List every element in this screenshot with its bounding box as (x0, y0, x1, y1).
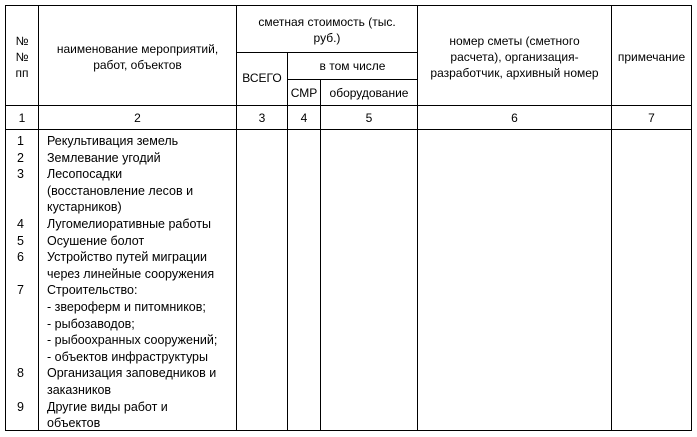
header-equipment: оборудование (329, 86, 409, 100)
colnum-3: 3 (258, 111, 266, 125)
header-note: примечание (617, 50, 686, 64)
header-estimate-line3: разработчик, архивный номер (430, 66, 599, 80)
header-including: в том числе (319, 59, 386, 73)
row-text-line: заказников (47, 383, 112, 397)
row-text-line: (восстановление лесов и (47, 183, 194, 198)
row-number: 2 (17, 150, 24, 165)
header-cost-line2: руб.) (313, 31, 341, 45)
header-total: ВСЕГО (242, 71, 282, 85)
row-number: 1 (17, 134, 24, 148)
header-estimate-line1: номер сметы (сметного (449, 34, 580, 48)
header-name-line2: работ, объектов (93, 58, 182, 72)
row-number: 4 (17, 217, 24, 231)
row-text-line: - объектов инфраструктуры (47, 349, 208, 364)
row-number: 3 (17, 167, 24, 182)
row-number: 7 (17, 283, 24, 298)
row-text-line: Устройство путей миграции (47, 250, 208, 265)
row-text-line: Другие виды работ и (47, 399, 168, 414)
colnum-1: 1 (18, 111, 26, 125)
header-smr: СМР (290, 86, 318, 100)
row-number: 5 (17, 233, 24, 248)
row-text-line: кустарников) (47, 200, 122, 215)
header-estimate-line2: расчета), организация- (450, 50, 579, 64)
row-number: 8 (17, 366, 24, 381)
row-text-line: Строительство: (47, 283, 138, 298)
row-text-line: Рекультивация земель (47, 134, 179, 148)
colnum-2: 2 (134, 111, 141, 125)
row-text-line: Организация заповедников и (47, 366, 217, 381)
row-number: 9 (17, 399, 24, 414)
colnum-7: 7 (648, 111, 655, 125)
row-text-line: - рыбозаводов; (47, 316, 135, 331)
row-text-line: Землевание угодий (47, 150, 161, 165)
header-number-line2: № (15, 50, 29, 64)
row-text-line: Лесопосадки (47, 167, 123, 182)
header-cost-line1: сметная стоимость (тыс. (258, 15, 396, 29)
header-name-line1: наименование мероприятий, (56, 42, 219, 56)
colnum-4: 4 (300, 111, 308, 125)
colnum-5: 5 (365, 111, 373, 125)
row-text-line: - звероферм и питомников; (47, 300, 206, 314)
header-number-line3: пп (15, 66, 29, 80)
row-text-line: - рыбоохранных сооружений; (47, 333, 218, 348)
row-number: 6 (17, 250, 24, 265)
row-text-line: Осушение болот (47, 233, 145, 248)
row-text-line: через линейные сооружения (47, 266, 215, 281)
row-text-line: объектов (47, 416, 101, 431)
row-text-line: Лугомелиоративные работы (47, 217, 211, 231)
colnum-6: 6 (511, 111, 518, 125)
header-number-line1: № (15, 34, 29, 48)
